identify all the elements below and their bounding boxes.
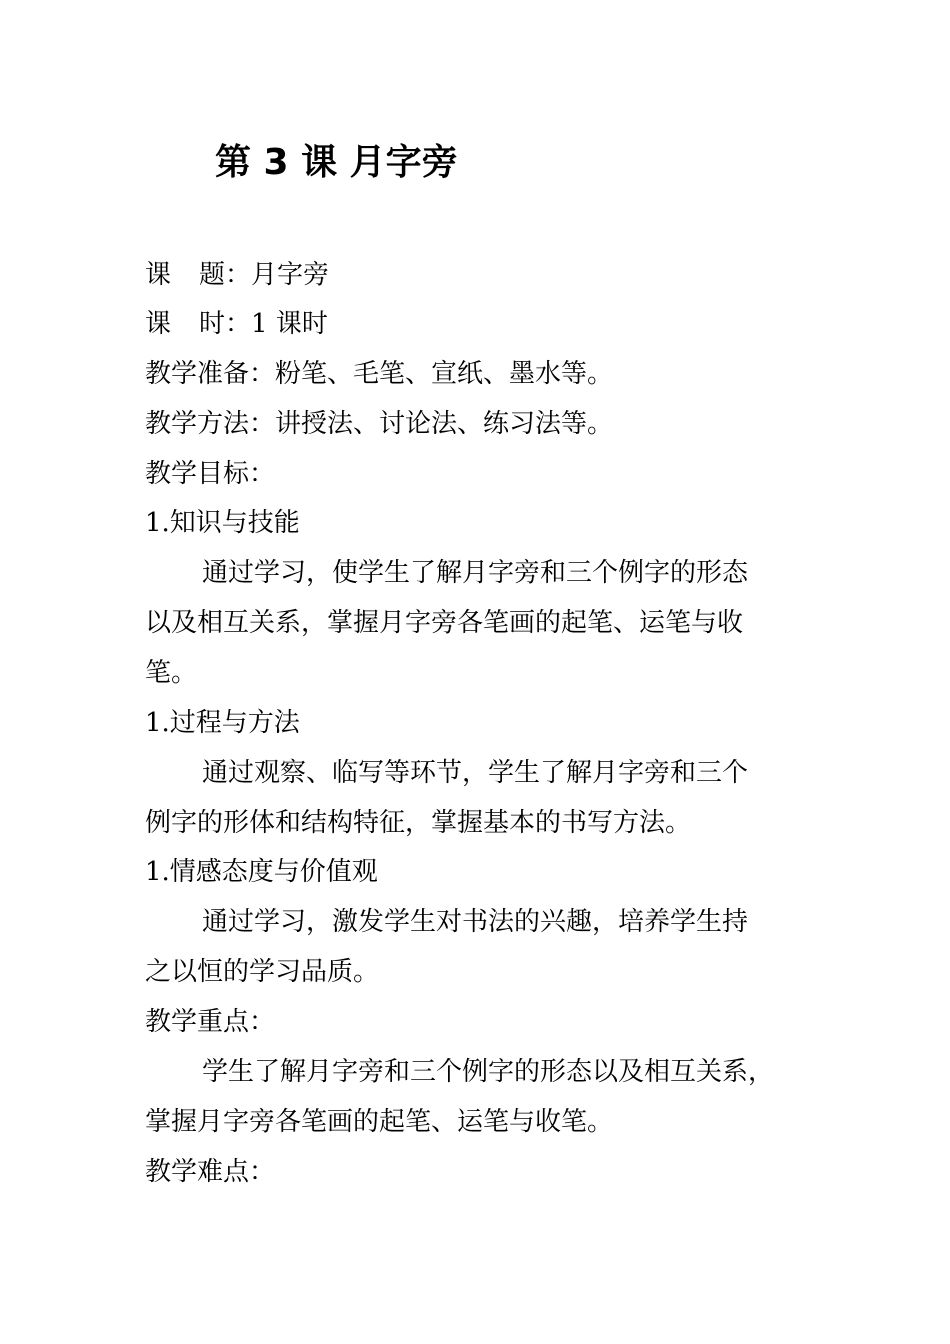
topic-line <box>145 255 329 295</box>
lesson-title: 第 3 课 月字旁 <box>215 142 458 183</box>
goal1-text-line3: 笔。 <box>145 658 198 688</box>
goal1-heading: 1.知识与技能 <box>145 508 300 538</box>
goal3-heading: 1.情感态度与价值观 <box>145 857 378 887</box>
goals-heading: 教学目标： <box>145 459 276 489</box>
topic-label: 课 <box>145 260 172 290</box>
topic-label-2: 题： <box>199 260 252 290</box>
goal2-text-line2: 例字的形体和结构特征，掌握基本的书写方法。 <box>145 808 692 838</box>
key-text-line1: 学生了解月字旁和三个例字的形态以及相互关系， <box>202 1057 775 1087</box>
goal2-heading: 1.过程与方法 <box>145 708 300 738</box>
hours-label: 课 <box>145 309 172 339</box>
goal1-text-line2: 以及相互关系，掌握月字旁各笔画的起笔、运笔与收 <box>145 608 744 638</box>
hours-label-2: 时： <box>199 309 252 339</box>
methods-line: 教学方法：讲授法、讨论法、练习法等。 <box>145 409 614 439</box>
goal1-text-line1: 通过学习，使学生了解月字旁和三个例字的形态 <box>202 558 749 588</box>
goal3-text-line1: 通过学习，激发学生对书法的兴趣，培养学生持 <box>202 907 749 937</box>
goal2-text-line1: 通过观察、临写等环节，学生了解月字旁和三个 <box>202 758 749 788</box>
difficulty-heading: 教学难点： <box>145 1157 276 1187</box>
key-text-line2: 掌握月字旁各笔画的起笔、运笔与收笔。 <box>145 1107 614 1137</box>
hours-value: 1 课时 <box>251 309 328 339</box>
topic-value: 月字旁 <box>251 260 330 290</box>
key-heading: 教学重点： <box>145 1007 276 1037</box>
goal3-text-line2: 之以恒的学习品质。 <box>145 957 380 987</box>
prep-line: 教学准备：粉笔、毛笔、宣纸、墨水等。 <box>145 359 614 389</box>
hours-line <box>145 304 328 344</box>
